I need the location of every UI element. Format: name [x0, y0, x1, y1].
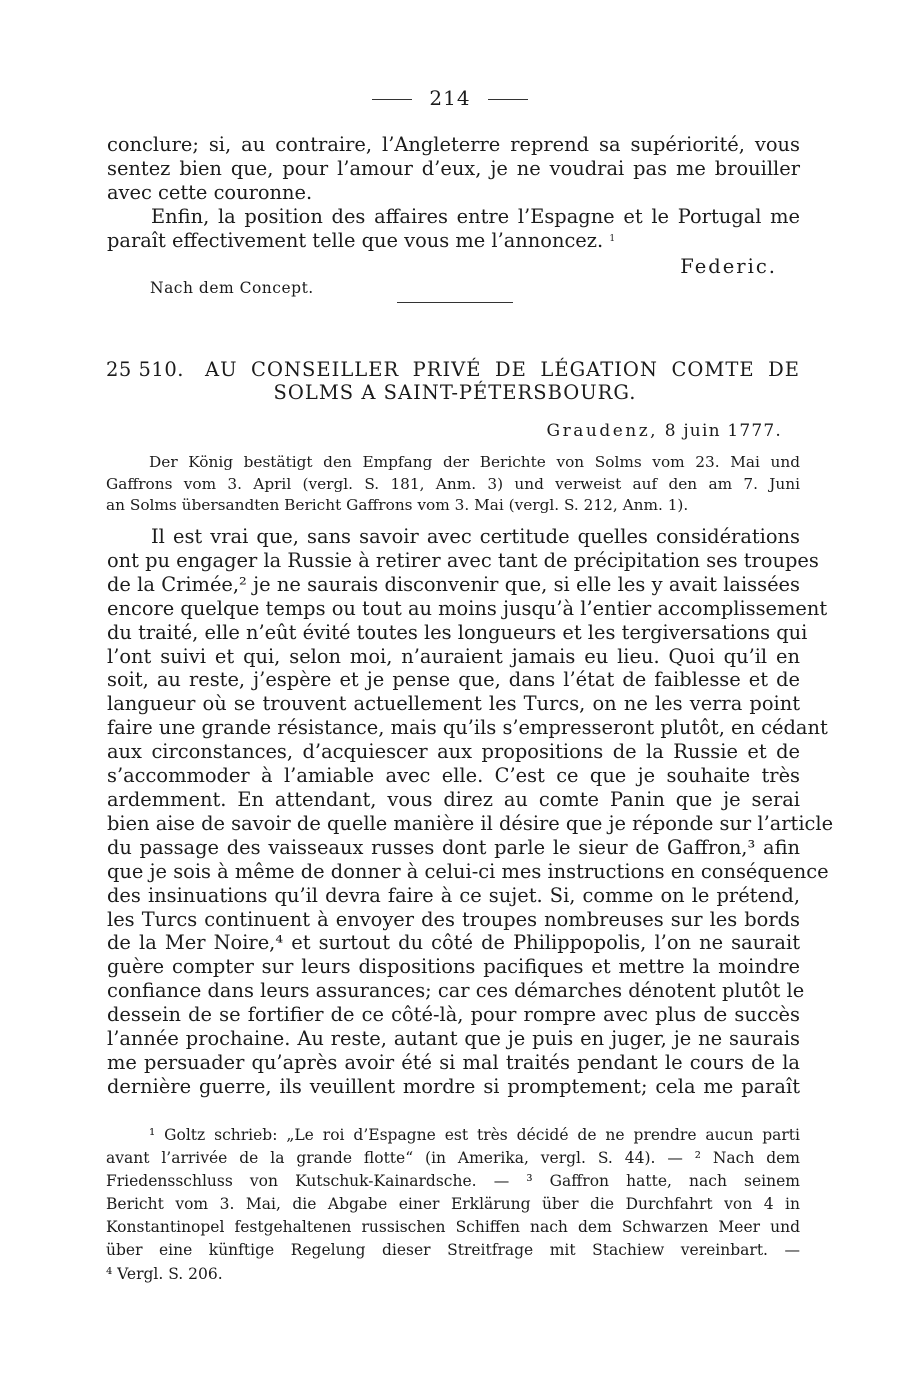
body-line: de la Mer Noire,⁴ et surtout du côté de Philippopolis, l’on ne saurait — [107, 931, 800, 955]
body-line: dessein de se fortifier de ce côté-là, pour rompre avec plus de succès — [107, 1003, 800, 1027]
footnote-line: ¹ Goltz schrieb: „Le roi d’Espagne est très décidé de ne prendre aucun parti — [149, 1126, 800, 1144]
letter-number: 25 510. — [106, 358, 184, 381]
body-line: soit, au reste, j’espère et je pense que, dans l’état de faiblesse et de — [107, 668, 800, 692]
body-line: que je sois à même de donner à celui-ci mes instructions en conséquence — [107, 859, 829, 883]
letter-title-line: SOLMS A SAINT-PÉTERSBOURG. — [273, 381, 637, 404]
body-line: Il est vrai que, sans savoir avec certitude quelles considérations — [151, 525, 800, 548]
footnote-line: ⁴ Vergl. S. 206. — [106, 1264, 223, 1283]
body-line: langueur où se trouvent actuellement les Turcs, on ne les verra point — [107, 692, 800, 716]
header-rule-right — [488, 99, 528, 100]
text-line: Enfin, la position des affaires entre l’Espagne et le Portugal me — [151, 205, 800, 228]
section-separator — [397, 302, 513, 303]
body-line: s’accommoder à l’amiable avec elle. C’est ce que je souhaite très — [107, 764, 800, 788]
text-line-content: paraît effectivement telle que vous me l’annoncez. — [107, 228, 604, 252]
body-line: l’année prochaine. Au reste, autant que je puis en juger, je ne saurais — [107, 1027, 800, 1051]
body-line: aux circonstances, d’acquiescer aux propositions de la Russie et de — [107, 740, 800, 764]
body-line: ardemment. En attendant, vous direz au comte Panin que je serai — [107, 787, 800, 811]
body-line: de la Crimée,² je ne saurais disconvenir que, si elle les y avait laissées — [107, 572, 800, 596]
footnote-line: Bericht vom 3. Mai, die Abgabe einer Erklärung über die Durchfahrt von 4 in — [106, 1195, 800, 1214]
footnotes — [106, 1124, 800, 1286]
dateline — [547, 421, 782, 441]
body-line: encore quelque temps ou tout au moins jusqu’à l’entier accomplissement — [107, 596, 828, 620]
text-line: avec cette couronne. — [107, 180, 313, 204]
header-rule-left — [372, 99, 412, 100]
body-line: du traité, elle n’eût évité toutes les longueurs et les tergiversations qui — [107, 620, 808, 644]
continued-paragraph — [107, 133, 800, 205]
footnote-line: über eine künftige Regelung dieser Streitfrage mit Stachiew vereinbart. — — [106, 1241, 800, 1260]
text-line — [107, 229, 800, 253]
signature: Federic. — [680, 255, 777, 278]
page-number: 214 — [429, 86, 471, 110]
body-line: me persuader qu’après avoir été si mal traités pendant le cours de la — [107, 1050, 800, 1074]
body-line: dernière guerre, ils veuillent mordre si promptement; cela me paraît — [107, 1074, 800, 1098]
footnote-line: Konstantinopel festgehaltenen russischen Schiffen nach dem Schwarzen Meer und — [106, 1218, 800, 1237]
text-line: conclure; si, au contraire, l’Angleterre reprend sa supériorité, vous — [107, 133, 800, 156]
footnote-line: avant l’arrivée de la grande flotte“ (in Amerika, vergl. S. 44). — ² Nach dem — [106, 1149, 800, 1168]
summary-line: Der König bestätigt den Empfang der Berichte von Solms vom 23. Mai und — [149, 453, 800, 471]
body-line: guère compter sur leurs dispositions pacifiques et mettre la moindre — [107, 955, 800, 979]
letter-summary — [106, 452, 800, 517]
body-line: ont pu engager la Russie à retirer avec tant de précipitation ses troupes — [107, 548, 819, 572]
summary-line: an Solms übersandten Bericht Gaffrons vom 3. Mai (vergl. S. 212, Anm. 1). — [106, 496, 689, 514]
body-line: faire une grande résistance, mais qu’ils s’empresseront plutôt, en cédant — [107, 716, 828, 740]
letter-body — [107, 525, 834, 1099]
body-line: confiance dans leurs assurances; car ces démarches dénotent plutôt le — [107, 979, 805, 1003]
footnote-marker: 1 — [609, 233, 616, 244]
dateline-date: 8 juin 1777. — [664, 421, 782, 441]
body-line: les Turcs continuent à envoyer des troupes nombreuses sur les bords — [107, 907, 800, 931]
letter-title — [205, 358, 800, 404]
body-line: du passage des vaisseaux russes dont parle le sieur de Gaffron,³ afin — [107, 835, 800, 859]
body-line: l’ont suivi et qui, selon moi, n’auraient jamais eu lieu. Quoi qu’il en — [107, 644, 800, 668]
closing-paragraph — [107, 205, 800, 253]
body-line: bien aise de savoir de quelle manière il désire que je réponde sur l’article — [107, 811, 834, 835]
body-line: des insinuations qu’il devra faire à ce sujet. Si, comme on le prétend, — [107, 883, 800, 907]
text-line: sentez bien que, pour l’amour d’eux, je ne voudrai pas me brouiller — [107, 156, 800, 180]
summary-line: Gaffrons vom 3. April (vergl. S. 181, Anm. 3) und verweist auf den am 7. Juni — [106, 474, 800, 493]
page-header — [0, 86, 900, 110]
footnote-line: Friedensschluss von Kutschuk-Kainardsche. — ³ Gaffron hatte, nach seinem — [106, 1172, 800, 1191]
source-note: Nach dem Concept. — [150, 279, 314, 297]
dateline-place: Graudenz, — [546, 421, 659, 441]
letter-title-line: AU CONSEILLER PRIVÉ DE LÉGATION COMTE DE — [205, 358, 800, 381]
